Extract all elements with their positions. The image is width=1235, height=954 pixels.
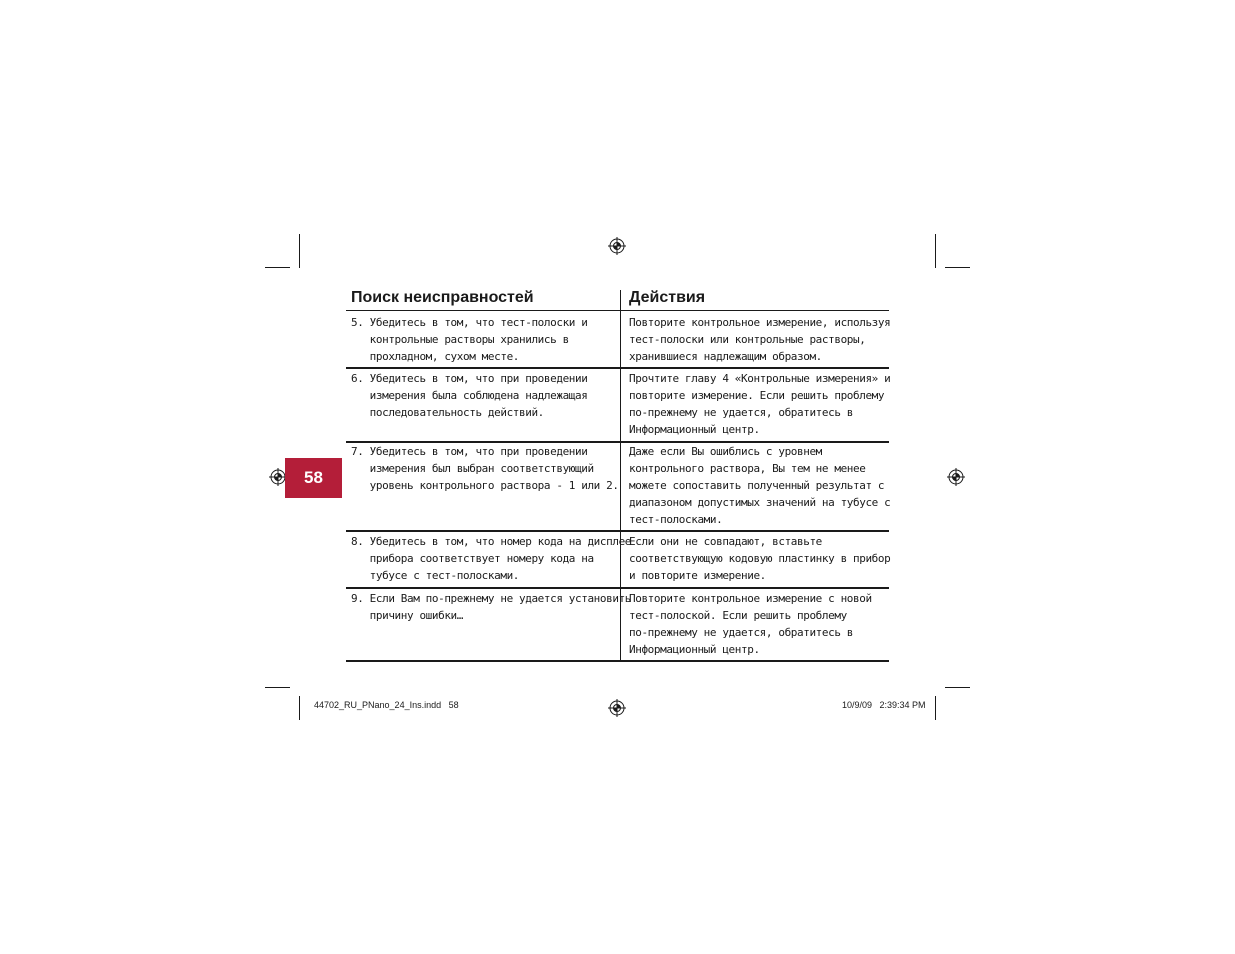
crop-mark-bottom-left-horizontal bbox=[265, 687, 290, 688]
row-6-check: 6. Убедитесь в том, что при проведении измерения была соблюдена надлежащая последовательность действий. bbox=[351, 372, 588, 419]
row-5-action: Повторите контрольное измерение, используя тест-полоски или контрольные растворы, хранившиеся надлежащим образом. bbox=[629, 316, 891, 363]
crop-mark-bottom-left-vertical bbox=[299, 696, 300, 720]
header-actions: Действия bbox=[629, 289, 706, 306]
crop-mark-top-right-vertical bbox=[935, 234, 936, 268]
row-6-action: Прочтите главу 4 «Контрольные измерения» и повторите измерение. Если решить проблему по-прежнему не удается, обратитесь в Информационный центр. bbox=[629, 372, 891, 436]
crop-mark-bottom-right-vertical bbox=[935, 696, 936, 720]
crop-mark-top-left-vertical bbox=[299, 234, 300, 268]
print-timestamp: 10/9/09 2:39:34 PM bbox=[842, 700, 926, 710]
crop-mark-top-left-horizontal bbox=[265, 267, 290, 268]
file-slug: 44702_RU_PNano_24_Ins.indd 58 bbox=[314, 700, 459, 710]
page-number-tab bbox=[285, 458, 342, 498]
row-8-action: Если они не совпадают, вставьте соответствующую кодовую пластинку в прибор и повторите измерение. bbox=[629, 535, 891, 582]
header-troubleshooting: Поиск неисправностей bbox=[351, 289, 534, 306]
registration-mark-right-icon bbox=[947, 468, 965, 486]
row-rule-9-bottom bbox=[346, 660, 889, 662]
row-rule-5 bbox=[346, 367, 889, 369]
row-9-action: Повторите контрольное измерение с новой тест-полоской. Если решить проблему по-прежнему не удается, обратитесь в Информационный центр. bbox=[629, 592, 872, 656]
row-rule-8 bbox=[346, 587, 889, 589]
row-rule-7 bbox=[346, 530, 889, 532]
crop-mark-bottom-right-horizontal bbox=[945, 687, 970, 688]
row-5-check: 5. Убедитесь в том, что тест-полоски и контрольные растворы хранились в прохладном, сухом месте. bbox=[351, 316, 588, 363]
crop-mark-top-right-horizontal bbox=[945, 267, 970, 268]
header-rule bbox=[346, 310, 889, 311]
row-7-check: 7. Убедитесь в том, что при проведении измерения был выбран соответствующий уровень контрольного раствора - 1 или 2. bbox=[351, 445, 619, 492]
registration-mark-top-icon bbox=[608, 237, 626, 255]
page-number: 58 bbox=[304, 468, 323, 487]
row-9-check: 9. Если Вам по-прежнему не удается установить причину ошибки… bbox=[351, 592, 632, 622]
row-7-action: Даже если Вы ошиблись с уровнем контрольного раствора, Вы тем не менее можете сопоставить полученный результат с диапазоном допустимых значений на тубусе с тест-полосками. bbox=[629, 445, 891, 526]
row-8-check: 8. Убедитесь в том, что номер кода на дисплее прибора соответствует номеру кода на тубусе с тест-полосками. bbox=[351, 535, 632, 582]
registration-mark-bottom-icon bbox=[608, 699, 626, 717]
